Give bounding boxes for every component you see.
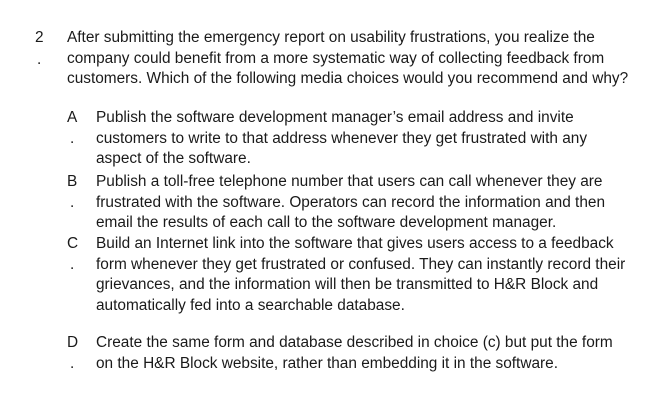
- option-a-dot: .: [70, 130, 75, 147]
- option-a-letter: A: [67, 109, 78, 126]
- option-b-letter: B: [67, 173, 78, 190]
- question-number-dot: .: [37, 51, 42, 68]
- option-c-dot: .: [70, 256, 75, 273]
- option-b-text: Publish a toll-free telephone number that users can call whenever they are frustrated with the software. Operators can record the information and then email the results of each call to the software development manager.: [96, 173, 606, 231]
- option-d-text: Create the same form and database described in choice (c) but put the form on the H&R Block website, rather than embedding it in the software.: [96, 334, 613, 372]
- option-d-letter: D: [67, 334, 79, 351]
- option-c-letter: C: [67, 235, 79, 252]
- option-a-text: Publish the software development manager’s email address and invite customers to write to that address whenever they get frustrated with any aspect of the software.: [96, 109, 588, 167]
- question-number: 2: [35, 29, 44, 46]
- option-b-dot: .: [70, 194, 75, 211]
- option-c-text: Build an Internet link into the software that gives users access to a feedback form whenever they get frustrated or confused. They can instantly record their grievances, and the information will then be transmitted to H&R Block and automatically fed into a searchable database.: [96, 235, 626, 314]
- option-d-dot: .: [70, 355, 75, 372]
- question-text: After submitting the emergency report on usability frustrations, you realize the company could benefit from a more systematic way of collecting feedback from customers. Which of the following media choices would you recommend and why?: [67, 29, 629, 87]
